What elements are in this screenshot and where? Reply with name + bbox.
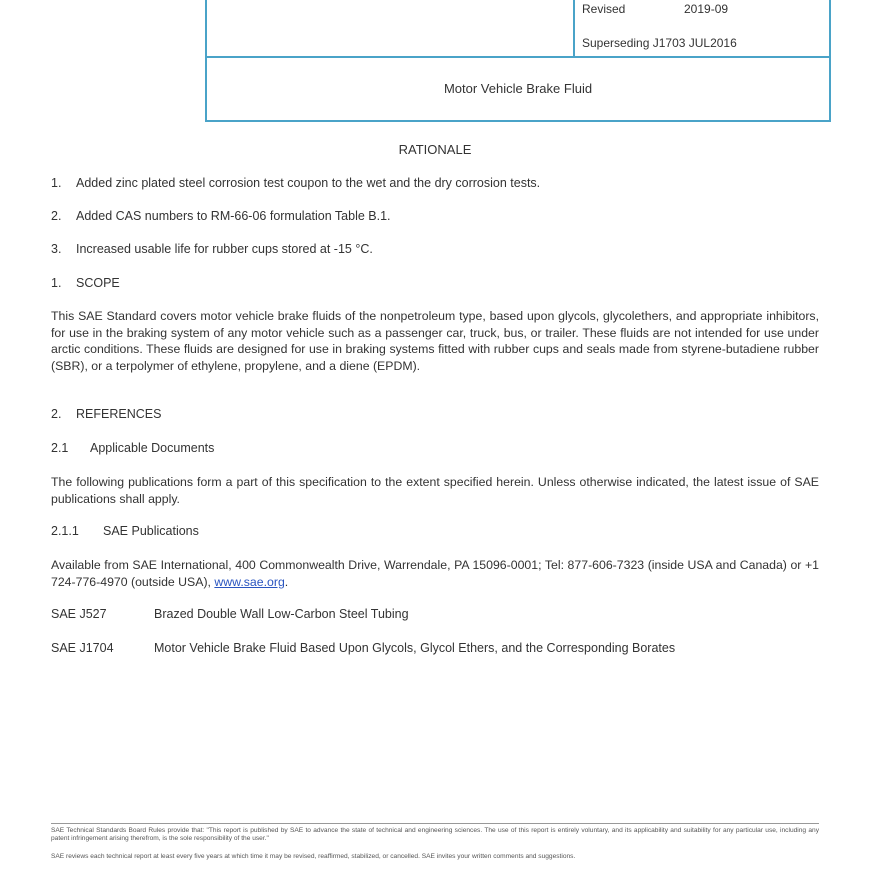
rationale-item-number: 2. bbox=[51, 209, 62, 223]
section-number: 1. bbox=[51, 276, 62, 290]
reference-code: SAE J1704 bbox=[51, 641, 114, 655]
reference-title: Brazed Double Wall Low-Carbon Steel Tubing bbox=[154, 607, 409, 621]
availability-end: . bbox=[284, 574, 289, 589]
section-title: REFERENCES bbox=[76, 407, 162, 421]
section-title: SAE Publications bbox=[103, 524, 199, 538]
document-header-box bbox=[205, 0, 831, 122]
revised-label: Revised bbox=[582, 2, 626, 16]
sae-website-link[interactable]: www.sae.org bbox=[214, 574, 285, 589]
superseding-note: Superseding J1703 JUL2016 bbox=[582, 36, 737, 50]
scope-paragraph: This SAE Standard covers motor vehicle brake fluids of the nonpetroleum type, based upon glycols, glycolethers, and appropriate inhibitors, for use in the braking system of any motor vehicle such as a passenger car, truck, bus, or trailer. These fluids are not intended for use under arctic conditions. These fluids are designed for use in braking systems fitted with rubber cups and seals made from styrene-butadiene rubber (SBR), or a terpolymer of ethylene, propylene, and a diene (EPDM). bbox=[51, 309, 819, 373]
footer-review-note: SAE reviews each technical report at least every five years at which time it may be revised, reaffirmed, stabilized, or cancelled. SAE invites your written comments and suggestions. bbox=[51, 853, 576, 860]
scope-heading bbox=[51, 276, 120, 290]
sae-publications-heading bbox=[51, 524, 199, 538]
rationale-item bbox=[51, 209, 391, 223]
availability-text: Available from SAE International, 400 Commonwealth Drive, Warrendale, PA 15096-0001; Tel: 877-606-7323 (inside USA and Canada) or +1 724-776-4970 (outside USA), bbox=[51, 558, 819, 589]
rationale-item-text: Added zinc plated steel corrosion test coupon to the wet and the dry corrosion tests. bbox=[76, 176, 541, 190]
revised-date: 2019-09 bbox=[684, 2, 729, 16]
references-heading bbox=[51, 407, 161, 421]
section-title: SCOPE bbox=[76, 276, 120, 290]
rationale-item-number: 1. bbox=[51, 176, 62, 190]
rationale-item bbox=[51, 176, 540, 190]
section-title: Applicable Documents bbox=[90, 441, 215, 455]
section-number: 2. bbox=[51, 407, 62, 421]
footer-divider bbox=[51, 823, 819, 824]
document-title: Motor Vehicle Brake Fluid bbox=[443, 80, 593, 96]
applicable-documents-paragraph: The following publications form a part of this specification to the extent specified herein. Unless otherwise indicated, the latest issue of SAE publications shall apply. bbox=[51, 475, 819, 506]
footer-disclaimer: SAE Technical Standards Board Rules provide that: "This report is published by SAE to advance the state of technical and engineering sciences. The use of this report is entirely voluntary, and its applicability and suitability for any particular use, including any patent infringement arising therefrom, is the sole responsibility of the user." bbox=[51, 827, 819, 843]
rationale-item-text: Increased usable life for rubber cups stored at -15 °C. bbox=[76, 242, 373, 256]
availability-paragraph bbox=[51, 557, 819, 590]
reference-title: Motor Vehicle Brake Fluid Based Upon Glycols, Glycol Ethers, and the Corresponding Borates bbox=[154, 641, 676, 655]
rationale-heading: RATIONALE bbox=[398, 142, 472, 157]
section-number: 2.1 bbox=[51, 441, 69, 455]
header-divider-vertical bbox=[573, 0, 575, 56]
applicable-documents-heading bbox=[51, 441, 214, 455]
reference-code: SAE J527 bbox=[51, 607, 107, 621]
rationale-item-text: Added CAS numbers to RM-66-06 formulation Table B.1. bbox=[76, 209, 391, 223]
rationale-item bbox=[51, 242, 373, 256]
rationale-item-number: 3. bbox=[51, 242, 62, 256]
section-number: 2.1.1 bbox=[51, 524, 79, 538]
